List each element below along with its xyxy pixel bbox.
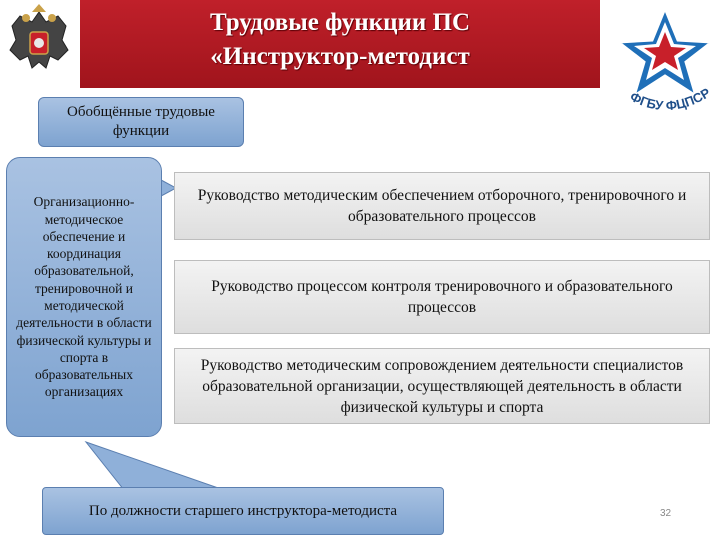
page-number: 32 [660, 508, 672, 519]
function-text: Руководство методическим обеспечением отборочного, тренировочного и образовательного процессов [197, 187, 687, 225]
generalized-functions-callout [38, 97, 244, 147]
senior-position-text: По должности старшего инструктора-методиста [88, 502, 398, 519]
function-text: Руководство процессом контроля тренировочного и образовательного процессов [211, 278, 673, 316]
generalized-functions-label: Обобщённые трудовые функции [67, 104, 215, 139]
title-line-2: «Инструктор-методист [210, 43, 470, 70]
logo-text: ФГБУ ФЦПСР [627, 84, 713, 114]
function-box [174, 348, 710, 424]
senior-position-callout [42, 487, 444, 535]
coat-of-arms-icon [2, 2, 76, 86]
slide-title [80, 6, 600, 74]
title-line-1: Трудовые функции ПС [209, 9, 471, 36]
function-text: Руководство методическим сопровождением деятельности специалистов образовательной организации, осуществляющей деятельность в области физической культуры и спорта [200, 356, 684, 416]
callout-bottom-pointer [84, 440, 234, 492]
function-box [174, 260, 710, 334]
fcpsr-logo-icon [610, 0, 720, 118]
general-function-text: Организационно-методическое обеспечение и координация образовательной, тренировочной и методической деятельности в области физической культуры и спорта в образовательных организациях [16, 194, 152, 400]
general-function-callout [6, 157, 162, 437]
function-box [174, 172, 710, 240]
